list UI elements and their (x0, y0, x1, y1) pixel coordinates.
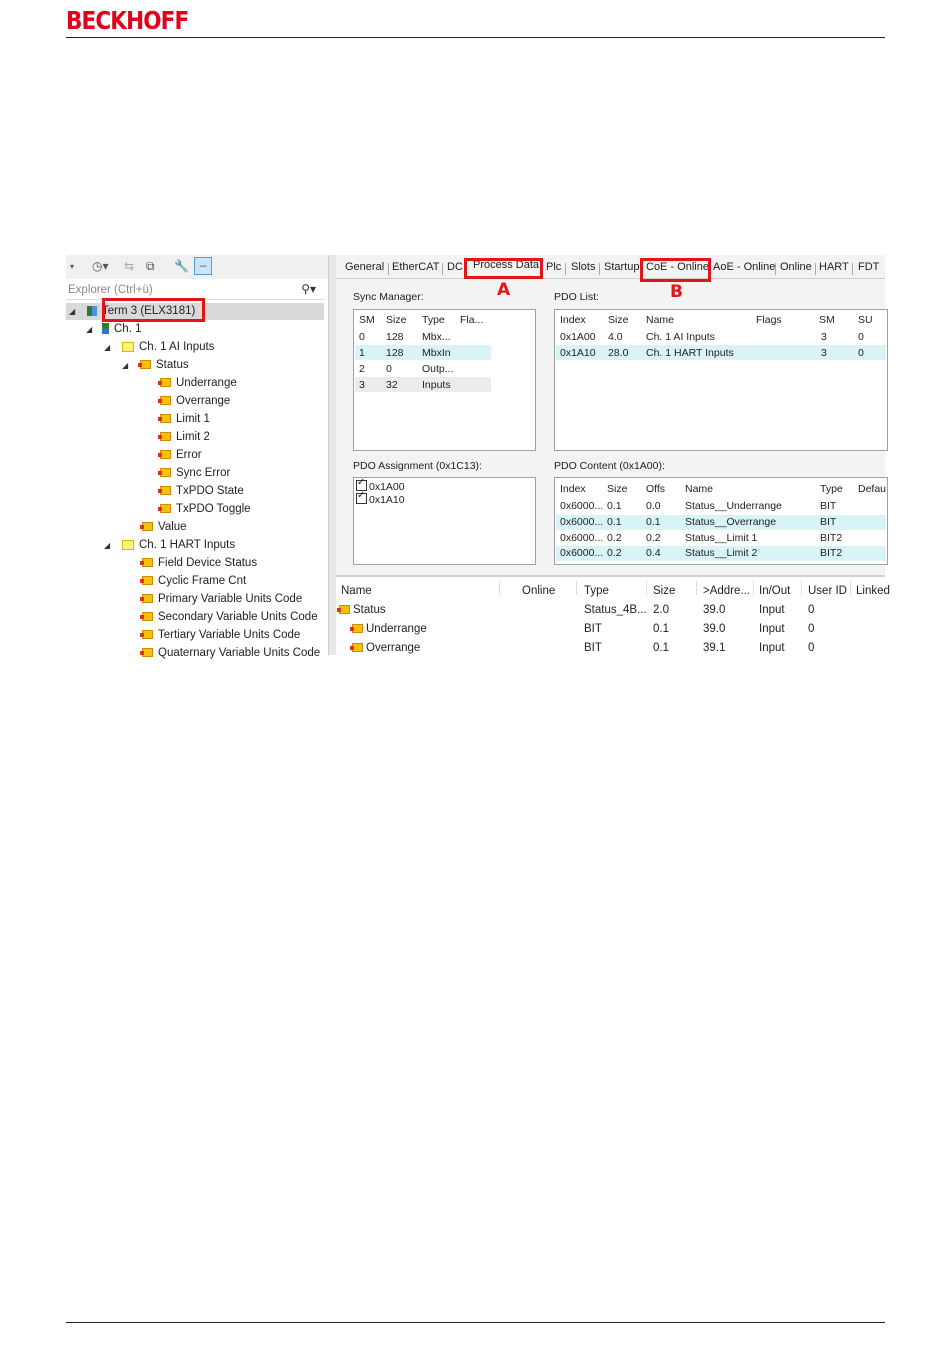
table-cell[interactable]: Status__Limit 1 (685, 532, 758, 544)
sync-manager-label: Sync Manager: (353, 291, 424, 303)
search-icon[interactable]: ⚲▾ (301, 282, 316, 296)
table-cell[interactable]: Input (759, 623, 785, 635)
tab-hart[interactable]: HART (819, 261, 849, 273)
tab-separator (599, 263, 600, 275)
table-cell[interactable]: 0.1 (607, 500, 622, 512)
tree-item-cyclic-frame-cnt[interactable] (142, 573, 246, 590)
pdo-assignment-item[interactable] (356, 493, 405, 506)
pdo-list-label: PDO List: (554, 291, 599, 303)
column-header[interactable]: Name (341, 585, 372, 597)
table-cell[interactable]: 1 (359, 347, 365, 359)
explorer-toolbar (66, 255, 328, 279)
table-cell[interactable]: Outp... (422, 363, 454, 375)
expand-arrow-icon[interactable]: ◢ (69, 307, 76, 316)
table-cell[interactable]: 0.1 (653, 623, 669, 635)
column-header[interactable]: SM (819, 314, 835, 326)
table-cell[interactable]: BIT (584, 642, 602, 654)
variable-icon (142, 522, 153, 531)
table-cell[interactable]: 0x6000... (560, 547, 604, 559)
table-cell[interactable]: Status__Overrange (685, 516, 777, 528)
variable-icon (140, 360, 151, 369)
tree-item-secondary-units[interactable] (142, 609, 318, 626)
tab-process-data[interactable]: Process Data (473, 259, 540, 271)
pdo-assignment-list (353, 477, 536, 565)
table-cell[interactable]: 32 (386, 379, 398, 391)
tree-item-overrange[interactable] (160, 393, 230, 410)
dropdown-arrow-icon[interactable]: ▾ (70, 262, 75, 271)
column-header[interactable]: Size (653, 585, 676, 597)
column-header[interactable]: Size (607, 483, 628, 495)
expand-arrow-icon[interactable]: ◢ (86, 325, 93, 334)
history-icon[interactable]: ◷▾ (92, 259, 109, 273)
tab-plc[interactable]: Plc (546, 261, 562, 273)
column-header[interactable]: Size (608, 314, 629, 326)
variable-icon (160, 468, 171, 477)
tree-item-error[interactable] (160, 447, 202, 464)
table-cell[interactable]: 3 (821, 331, 827, 343)
table-cell[interactable]: 39.0 (703, 604, 726, 616)
tab-separator (852, 263, 853, 275)
tree-label: Status (156, 359, 189, 371)
column-header[interactable]: Type (820, 483, 843, 495)
table-cell[interactable]: BIT2 (820, 547, 843, 559)
column-header[interactable]: Linked (856, 585, 890, 597)
tree-label: Term 3 (ELX3181) (102, 305, 196, 317)
column-header[interactable]: Index (560, 314, 586, 326)
table-cell[interactable]: Ch. 1 HART Inputs (646, 347, 734, 359)
table-cell[interactable]: Mbx... (422, 331, 451, 343)
footer-rule (66, 1322, 885, 1323)
table-cell[interactable]: 0x6000... (560, 500, 604, 512)
table-cell[interactable]: 4.0 (608, 331, 623, 343)
tab-aoe-online[interactable]: AoE - Online (713, 261, 776, 273)
tree-item-sync-error[interactable] (160, 465, 230, 482)
variable-row-underrange[interactable] (352, 623, 427, 635)
tree-label: Tertiary Variable Units Code (158, 629, 301, 641)
tree-label: TxPDO Toggle (176, 503, 251, 515)
variable-icon (142, 648, 153, 657)
table-cell[interactable]: 0x1A10 (560, 347, 596, 359)
table-cell[interactable]: MbxIn (422, 347, 451, 359)
tree-label: Quaternary Variable Units Code (158, 647, 321, 659)
column-header[interactable]: User ID (808, 585, 847, 597)
checkbox-checked-icon[interactable] (356, 493, 367, 504)
tree-label: Cyclic Frame Cnt (158, 575, 247, 587)
tree-label: Value (158, 521, 187, 533)
folder-icon (122, 342, 134, 352)
column-header[interactable]: Type (422, 314, 445, 326)
table-cell[interactable]: Inputs (422, 379, 451, 391)
tab-dc[interactable]: DC (447, 261, 463, 273)
table-cell[interactable]: 0x6000... (560, 532, 604, 544)
collapse-icon[interactable]: ‒ (194, 257, 212, 275)
pdo-list-table (554, 309, 888, 451)
wrench-icon[interactable]: 🔧 (174, 259, 189, 273)
variable-icon (160, 378, 171, 387)
terminal-icon (87, 306, 97, 316)
tree-label: Error (176, 449, 202, 461)
highlight-term3 (102, 298, 205, 322)
column-header[interactable]: In/Out (759, 585, 791, 597)
table-cell[interactable]: 0.1 (646, 516, 661, 528)
variable-icon (352, 643, 363, 652)
tree-item-txpdo-toggle[interactable] (160, 501, 251, 518)
tab-separator (442, 263, 443, 275)
tree-label: Primary Variable Units Code (158, 593, 303, 605)
sync-icon[interactable]: ⇆ (124, 259, 135, 273)
beckhoff-logo: BECKHOFF (66, 6, 189, 35)
column-header[interactable]: Name (685, 483, 714, 495)
column-separator[interactable] (801, 581, 802, 595)
column-header[interactable]: Type (584, 585, 609, 597)
highlight-process-data (464, 258, 543, 279)
table-cell[interactable]: Input (759, 642, 785, 654)
tree-item-field-device-status[interactable] (142, 555, 257, 572)
table-cell[interactable]: 0 (386, 363, 392, 375)
tab-underline (336, 278, 885, 279)
solution-explorer (66, 255, 328, 659)
column-header[interactable]: Online (522, 585, 556, 597)
column-separator[interactable] (576, 581, 577, 595)
tree-item-hart-inputs[interactable] (104, 537, 235, 554)
column-header[interactable]: Size (386, 314, 407, 326)
table-cell[interactable]: 0 (808, 623, 815, 635)
tree-label: Ch. 1 AI Inputs (139, 341, 215, 353)
copy-icon[interactable]: ⧉ (146, 259, 155, 273)
tree-item-primary-units[interactable] (142, 591, 302, 608)
variable-name: Underrange (366, 623, 427, 635)
expand-arrow-icon[interactable]: ◢ (122, 361, 129, 370)
table-cell[interactable]: 0.0 (646, 500, 661, 512)
variable-name: Status (353, 604, 386, 616)
table-cell[interactable]: BIT2 (820, 532, 843, 544)
tab-slots[interactable]: Slots (571, 261, 596, 273)
table-cell[interactable]: 2.0 (653, 604, 669, 616)
table-cell[interactable]: 0 (858, 347, 864, 359)
variable-icon (352, 624, 363, 633)
tab-coe-online[interactable]: CoE - Online (646, 261, 709, 273)
table-cell[interactable]: BIT (820, 516, 837, 528)
tree-item-txpdo-state[interactable] (160, 483, 244, 500)
tree-label: Limit 2 (176, 431, 210, 443)
column-header[interactable]: Defau (858, 483, 887, 495)
header-rule (66, 37, 885, 38)
column-separator[interactable] (499, 581, 500, 595)
variable-icon (142, 612, 153, 621)
column-separator[interactable] (753, 581, 754, 595)
item-label: 0x1A10 (369, 494, 405, 506)
column-header[interactable]: SM (359, 314, 375, 326)
tree-item-limit1[interactable] (160, 411, 210, 428)
table-cell[interactable]: Input (759, 604, 785, 616)
pdo-content-table (554, 477, 888, 565)
table-cell[interactable]: 39.0 (703, 623, 726, 635)
pdo-content-label: PDO Content (0x1A00): (554, 460, 665, 472)
table-cell[interactable]: 3 (821, 347, 827, 359)
table-cell[interactable]: 0x6000... (560, 516, 604, 528)
channel-icon (102, 323, 109, 334)
table-cell[interactable]: 0.2 (646, 532, 661, 544)
tab-general[interactable]: General (345, 261, 385, 273)
variable-icon (142, 558, 153, 567)
marker-a: A (497, 280, 511, 300)
marker-b: B (670, 282, 683, 302)
table-cell[interactable]: 0 (858, 331, 864, 343)
column-header[interactable]: Flags (756, 314, 782, 326)
variable-icon (160, 396, 171, 405)
variable-icon (160, 450, 171, 459)
tree-item-tertiary-units[interactable] (142, 627, 300, 644)
tree-label: Limit 1 (176, 413, 210, 425)
table-cell[interactable]: 0.2 (607, 547, 622, 559)
table-cell[interactable]: 0.1 (607, 516, 622, 528)
sync-manager-table (353, 309, 536, 451)
tree-item-limit2[interactable] (160, 429, 210, 446)
tree-label: Field Device Status (158, 557, 258, 569)
table-cell[interactable]: 0.2 (607, 532, 622, 544)
table-cell[interactable]: 0x1A00 (560, 331, 596, 343)
table-cell[interactable]: 0 (808, 604, 815, 616)
column-header[interactable]: Name (646, 314, 675, 326)
tab-ethercat[interactable]: EtherCAT (392, 261, 440, 273)
tree-item-status[interactable] (122, 357, 189, 374)
column-header[interactable]: Offs (646, 483, 666, 495)
tree-label: Sync Error (176, 467, 231, 479)
variable-icon (142, 576, 153, 585)
table-cell[interactable]: BIT (584, 623, 602, 635)
variable-icon (160, 504, 171, 513)
table-cell[interactable]: 0.4 (646, 547, 661, 559)
item-label: 0x1A00 (369, 481, 405, 493)
table-cell[interactable]: 0 (359, 331, 365, 343)
tree-label: Overrange (176, 395, 231, 407)
variable-icon (160, 432, 171, 441)
tab-startup[interactable]: Startup (604, 261, 640, 273)
expand-arrow-icon[interactable]: ◢ (104, 343, 111, 352)
tab-separator (815, 263, 816, 275)
column-header[interactable]: >Addre... (703, 585, 750, 597)
tab-separator (775, 263, 776, 275)
tree-item-underrange[interactable] (160, 375, 237, 392)
column-separator[interactable] (646, 581, 647, 595)
variable-icon (142, 594, 153, 603)
variable-list (336, 575, 890, 657)
variable-icon (160, 414, 171, 423)
tab-separator (388, 263, 389, 275)
pdo-assignment-label: PDO Assignment (0x1C13): (353, 460, 482, 472)
tab-online[interactable]: Online (780, 261, 812, 273)
twincat-screenshot (66, 255, 890, 659)
table-cell[interactable]: 39.1 (703, 642, 726, 654)
table-cell[interactable]: Status__Limit 2 (685, 547, 758, 559)
table-cell[interactable]: 128 (386, 331, 404, 343)
tree-label: TxPDO State (176, 485, 244, 497)
tab-fdt[interactable]: FDT (858, 261, 880, 273)
folder-icon (122, 540, 134, 550)
table-cell[interactable]: BIT (820, 500, 837, 512)
column-separator[interactable] (850, 581, 851, 595)
column-header[interactable]: SU (858, 314, 873, 326)
tree-label: Ch. 1 HART Inputs (139, 539, 236, 551)
variable-icon (142, 630, 153, 639)
tree-label: Underrange (176, 377, 237, 389)
tree-item-value[interactable] (142, 519, 187, 536)
table-cell[interactable]: 2 (359, 363, 365, 375)
table-cell[interactable]: Status_4B... (584, 604, 647, 616)
variable-icon (339, 605, 350, 614)
column-header[interactable]: Fla... (460, 314, 484, 326)
table-cell[interactable]: 0 (808, 642, 815, 654)
variable-row-overrange[interactable] (352, 642, 420, 654)
highlight-coe-online (640, 258, 711, 282)
expand-arrow-icon[interactable]: ◢ (104, 541, 111, 550)
variable-row-status[interactable] (339, 604, 386, 616)
table-cell[interactable]: 3 (359, 379, 365, 391)
table-cell[interactable]: Status__Underrange (685, 500, 782, 512)
terminal-config-panel (336, 255, 890, 655)
tree-label: Secondary Variable Units Code (158, 611, 318, 623)
table-cell[interactable]: Ch. 1 AI Inputs (646, 331, 715, 343)
variable-icon (160, 486, 171, 495)
table-cell[interactable]: 28.0 (608, 347, 629, 359)
search-input[interactable]: Explorer (Ctrl+ü) (68, 284, 153, 296)
column-header[interactable]: Index (560, 483, 586, 495)
tab-separator (565, 263, 566, 275)
table-cell[interactable]: 0.1 (653, 642, 669, 654)
column-separator[interactable] (696, 581, 697, 595)
tree-label: Ch. 1 (114, 323, 142, 335)
variable-name: Overrange (366, 642, 421, 654)
tree-item-ch1[interactable] (86, 321, 142, 338)
tree-item-quaternary-units[interactable] (142, 645, 320, 662)
table-cell[interactable]: 128 (386, 347, 404, 359)
tree-item-ai-inputs[interactable] (104, 339, 214, 356)
